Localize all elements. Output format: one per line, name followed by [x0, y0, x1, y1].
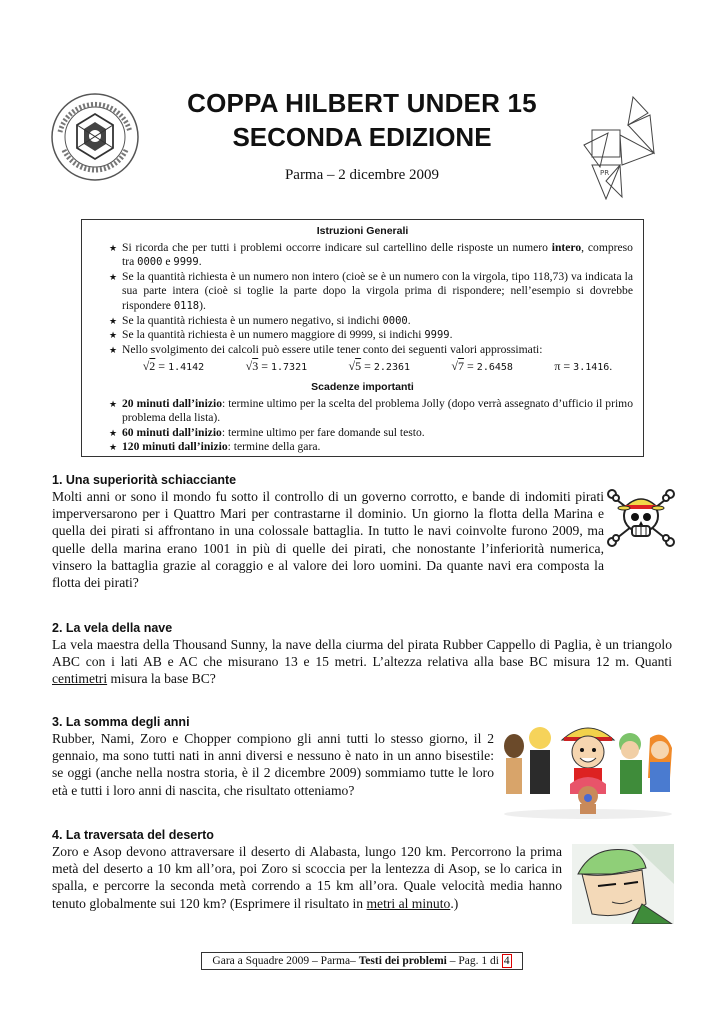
problem-2-text: La vela maestra della Thousand Sunny, la nave della ciurma del pirata Rubber Cappello di Paglia, è un triangolo ABC con i lati AB e AC che misurano 13 e 15 metri. L’altezza relativa alla base BC misura 12 m. Quanti centimetri misura la base BC? — [52, 637, 672, 687]
svg-text:PR: PR — [600, 169, 610, 177]
page-title-line1: COPPA HILBERT UNDER 15 — [187, 88, 537, 118]
deadline-item: ★ 60 minuti dall’inizio: termine ultimo per fare domande sul testo. — [109, 425, 425, 439]
problem-2-title: 2. La vela della nave — [52, 621, 173, 635]
pirate-skull-icon — [606, 486, 676, 548]
place-date: Parma – 2 dicembre 2009 — [284, 167, 440, 183]
problem-1-text: Molti anni or sono il mondo fu sotto il controllo di un governo corrotto, e bande di indomiti pirati imperversarono per i Quattro Mari per contrastarne il dominio. Un giorno la flotta della Marina e quella dei pirati si affrontano in una colossale battaglia. In tutto le navi coinvolte furono 2009, ma quelle della marina erano 1001 in più di quelle dei pirati, che nonostante l’inferiorità numerica, vinsero la battaglia grazie al coraggio e al valore dei loro uomini. Da quante navi era composta la flotta dei pirati? — [52, 489, 604, 591]
instruction-item: ★ Si ricorda che per tutti i problemi occorre indicare sul cartellino delle risposte un numero intero, compreso tra 0000 e 9999. — [109, 240, 633, 269]
problem-3-title: 3. La somma degli anni — [52, 715, 190, 729]
instruction-item: ★ Se la quantità richiesta è un numero maggiore di 9999, si indichi 9999. — [109, 328, 453, 342]
total-pages-link[interactable]: 4 — [503, 955, 510, 967]
deadlines-heading: Scadenze importanti — [311, 380, 414, 393]
deadline-item: ★ 120 minuti dall’inizio: termine della gara. — [109, 440, 321, 454]
geometric-logo — [578, 95, 668, 200]
deadline-item: ★ 20 minuti dall’inizio: termine ultimo per la scelta del problema Jolly (dopo verrà assegnato d’ufficio il primo problema della lista). — [109, 396, 633, 425]
star-bullet-icon: ★ — [109, 315, 118, 326]
root-7-value: √7 = 2.6458 — [451, 359, 513, 374]
star-bullet-icon: ★ — [109, 344, 118, 355]
root-2-value: √2 = 1.4142 — [142, 359, 205, 374]
star-bullet-icon: ★ — [109, 398, 118, 409]
problem-4-text: Zoro e Asop devono attraversare il deserto di Alabasta, lungo 120 km. Percorrono la prima metà del deserto a 10 km all’ora, poi Zoro si scoccia per la lentezza di Asop, se lo carica in spalla, e percorre la seconda metà correndo a 15 km all’ora. Quale velocità media hanno tenuto globalmente sui 120 km? (Esprimere il risultato in metri al minuto.) — [52, 844, 562, 911]
star-bullet-icon: ★ — [109, 330, 118, 341]
root-5-value: √5 = 2.2361 — [348, 359, 411, 374]
root-3-value: √3 = 1.7321 — [245, 359, 308, 374]
page-footer: Gara a Squadre 2009 – Parma– Testi dei problemi – Pag. 1 di 4 — [201, 952, 523, 970]
problem-4-title: 4. La traversata del deserto — [52, 828, 214, 842]
instruction-item: ★ Nello svolgimento dei calcoli può essere utile tener conto dei seguenti valori approssimati: — [109, 342, 543, 356]
pi-value: π = 3.1416. — [554, 359, 613, 374]
pirate-crew-illustration — [500, 718, 676, 820]
star-bullet-icon: ★ — [109, 442, 118, 453]
instructions-heading: Istruzioni Generali — [316, 225, 409, 237]
instruction-item: ★ Se la quantità richiesta è un numero non intero (cioè se è un numero con la virgola, tipo 118,73) va indicata la sua parte intera (cioè si toglie la parte dopo la virgola prima di rispondere; nell’esempio si dovrebbe rispondere 0118). — [109, 269, 633, 312]
problem-3-text: Rubber, Nami, Zoro e Chopper compiono gli anni tutti lo stesso giorno, il 2 gennaio, ma sono tutti nati in anni diversi e nessuno è nato in un anno bisestile: se oggi (anche nella nostra storia, è il 2 dicembre 2009) sommiamo tutte le loro età e tutti i loro anni di nascita, che risultato otteniamo? — [52, 731, 494, 798]
instruction-item: ★ Se la quantità richiesta è un numero negativo, si indichi 0000. — [109, 313, 411, 327]
page-title-line2: SECONDA EDIZIONE — [232, 122, 492, 152]
star-bullet-icon: ★ — [109, 271, 118, 282]
instructions-box — [81, 219, 644, 457]
star-bullet-icon: ★ — [109, 427, 118, 438]
zoro-illustration — [572, 844, 674, 924]
problem-1-title: 1. Una superiorità schiacciante — [52, 473, 237, 487]
approx-values — [92, 359, 633, 376]
star-bullet-icon: ★ — [109, 242, 118, 253]
